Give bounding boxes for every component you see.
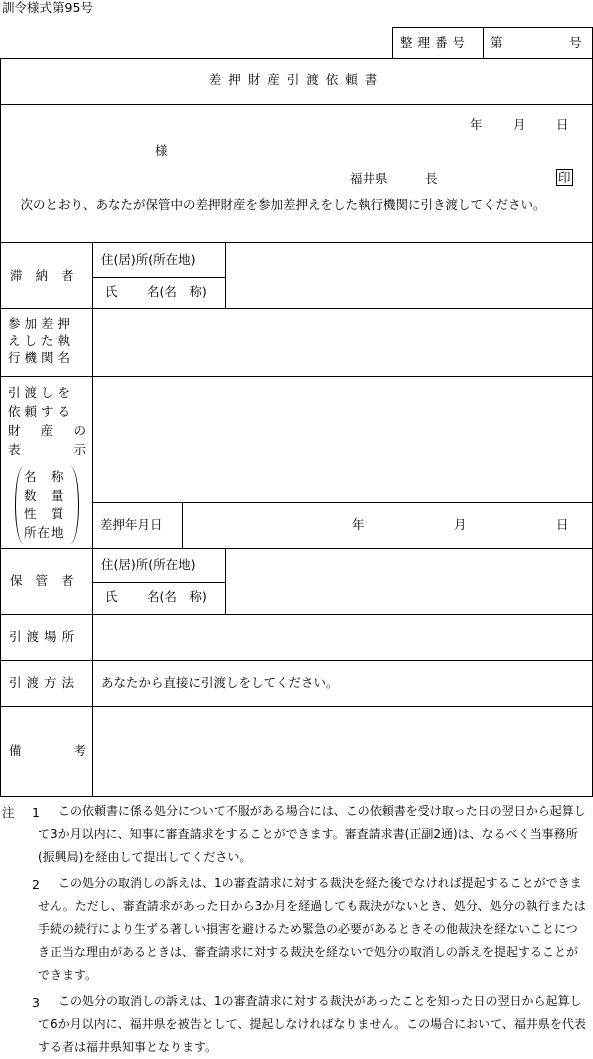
delinquent-name-label-b: 名(名 称) — [147, 284, 207, 299]
date-year: 年 — [470, 117, 483, 132]
note-1-number: 1 — [32, 805, 40, 820]
seal-mark: 印 — [558, 170, 571, 185]
page-title: 差押財産引渡依頼書 — [208, 72, 385, 87]
date-day: 日 — [556, 117, 569, 132]
date-month: 月 — [513, 117, 526, 132]
issuer-title: 長 — [425, 171, 438, 186]
place-label: 引渡場所 — [9, 629, 80, 644]
delinquent-label: 滞納者 — [10, 268, 87, 283]
issuer-prefecture: 福井県 — [350, 171, 388, 186]
seizure-date-day: 日 — [556, 517, 569, 532]
seizure-date-year: 年 — [352, 517, 365, 532]
custodian-name-label-b: 名(名 称) — [147, 589, 207, 604]
intro-text: 次のとおり、あなたが保管中の差押財産を参加差押えをした執行機関に引き渡してください。 — [20, 197, 546, 212]
property-label: 引渡しを 依頼する 財 産 の 表 示 — [8, 385, 86, 457]
delinquent-address-label: 住(居)所(所在地) — [101, 252, 196, 267]
note-2-text: この処分の取消しの訴えは、1の審査請求に対する裁決を経た後でなければ提起することができません。ただし、審査請求があった日から3か月を経過しても裁決がないとき、処分、処分の執行または手続の続行により生ずる著しい損害を避けるため緊急の必要があるときその他裁決を経ないことにつき正当な理由があるときは、審査請求に対する裁決を経ないで処分の取消しの訴えを提起することができます。 — [38, 876, 586, 982]
note-3-text: この処分の取消しの訴えは、1の審査請求に対する裁決があったことを知った日の翌日から起算して6か月以内に、福井県を被告として、提起しなければなりません。この場合において、福井県を代表する者は福井県知事となります。 — [38, 994, 586, 1054]
form-label: 訓令様式第95号 — [2, 0, 93, 15]
property-sub-items: 名 称 数 量 性 質 所在地 — [24, 469, 65, 540]
delinquent-name-label-a: 氏 — [105, 284, 118, 299]
custodian-label: 保管者 — [10, 573, 87, 588]
note-3-number: 3 — [32, 995, 40, 1010]
note-2-number: 2 — [32, 877, 40, 892]
seizure-date-label: 差押年月日 — [100, 517, 163, 532]
reference-number-prefix: 第 — [490, 35, 503, 50]
custodian-address-label: 住(居)所(所在地) — [101, 557, 196, 572]
custodian-name-label-a: 氏 — [105, 589, 118, 604]
method-value: あなたから直接に引渡しをしてください。 — [101, 675, 339, 690]
note-1-text: この依頼書に係る処分について不服がある場合には、この依頼書を受け取った日の翌日から起算して3か月以内に、知事に審査請求をすることができます。審査請求書(正副2通)は、なるべく当事務所(振興局)を経由して提出してください。 — [38, 804, 586, 864]
remarks-label: 備 考 — [9, 743, 86, 758]
seizure-date-month: 月 — [454, 517, 467, 532]
notes-prefix: 注 — [2, 805, 15, 820]
addressee-suffix: 様 — [155, 143, 168, 158]
reference-number-label: 整理番号 — [400, 35, 471, 50]
method-label: 引渡方法 — [9, 675, 80, 690]
reference-number-suffix: 号 — [569, 35, 582, 50]
agency-label: 参加差押 えした執 行機関名 — [8, 316, 75, 365]
